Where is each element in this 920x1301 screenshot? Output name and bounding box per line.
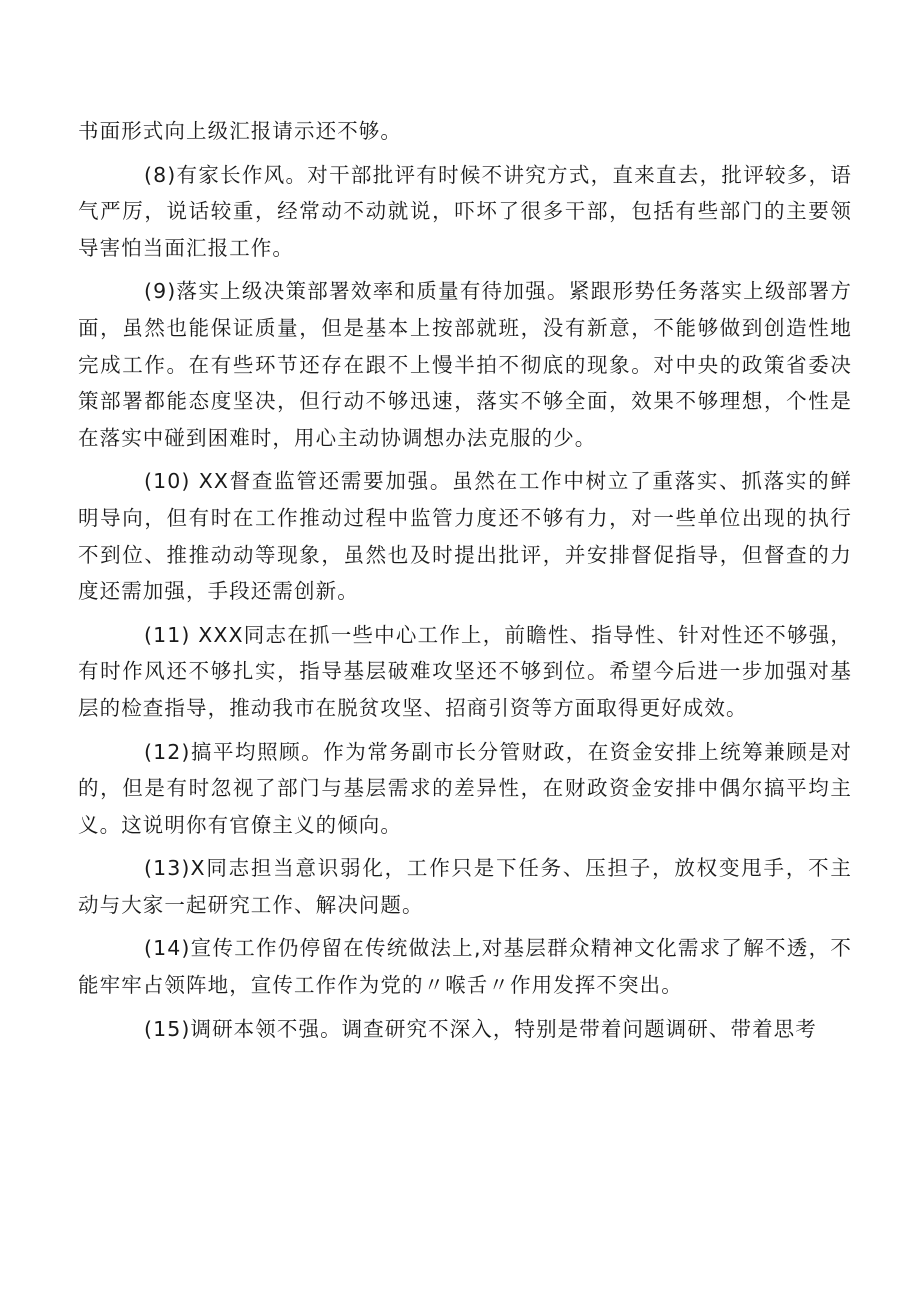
paragraph-item-12: (12)搞平均照顾。作为常务副市长分管财政，在资金安排上统筹兼顾是对的，但是有时忽视了部门与基层需求的差异性，在财政资金安排中偶尔搞平均主义。这说明你有官僚主义的倾向。: [78, 739, 852, 837]
paragraph-item-14: (14)宣传工作仍停留在传统做法上,对基层群众精神文化需求了解不透，不能牢牢占领阵地，宣传工作作为党的〃喉舌〃作用发挥不突出。: [78, 936, 852, 998]
paragraph-continuation: 书面形式向上级汇报请示还不够。: [78, 119, 402, 143]
paragraph-item-15: (15)调研本领不强。调查研究不深入，特别是带着问题调研、带着思考: [144, 1016, 817, 1041]
document-body: [78, 113, 852, 1054]
paragraph-item-10: (10) XX督查监管还需要加强。虽然在工作中树立了重落实、抓落实的鲜明导向，但有时在工作推动过程中监管力度还不够有力，对一些单位出现的执行不到位、推推动动等现象，虽然也及时提出批评，并安排督促指导，但督查的力度还需加强，手段还需创新。: [78, 469, 852, 604]
paragraph-item-8: (8)有家长作风。对干部批评有时候不讲究方式，直来直去，批评较多，语气严厉，说话较重，经常动不动就说，吓坏了很多干部，包括有些部门的主要领导害怕当面汇报工作。: [78, 162, 852, 260]
paragraph-item-9: (9)落实上级决策部署效率和质量有待加强。紧跟形势任务落实上级部署方面，虽然也能保证质量，但是基本上按部就班，没有新意，不能够做到创造性地完成工作。在有些环节还存在跟不上慢半拍不彻底的现象。对中央的政策省委决策部署都能态度坚决，但行动不够迅速，落实不够全面，效果不够理想，个性是在落实中碰到困难时，用心主动协调想办法克服的少。: [78, 279, 852, 450]
paragraph-item-13: (13)X同志担当意识弱化，工作只是下任务、压担子，放权变甩手，不主动与大家一起研究工作、解决问题。: [78, 856, 852, 917]
paragraph-item-11: (11) XXX同志在抓一些中心工作上，前瞻性、指导性、针对性还不够强，有时作风还不够扎实，指导基层破难攻坚还不够到位。希望今后进一步加强对基层的检查指导，推动我市在脱贫攻坚、招商引资等方面取得更好成效。: [78, 622, 852, 720]
